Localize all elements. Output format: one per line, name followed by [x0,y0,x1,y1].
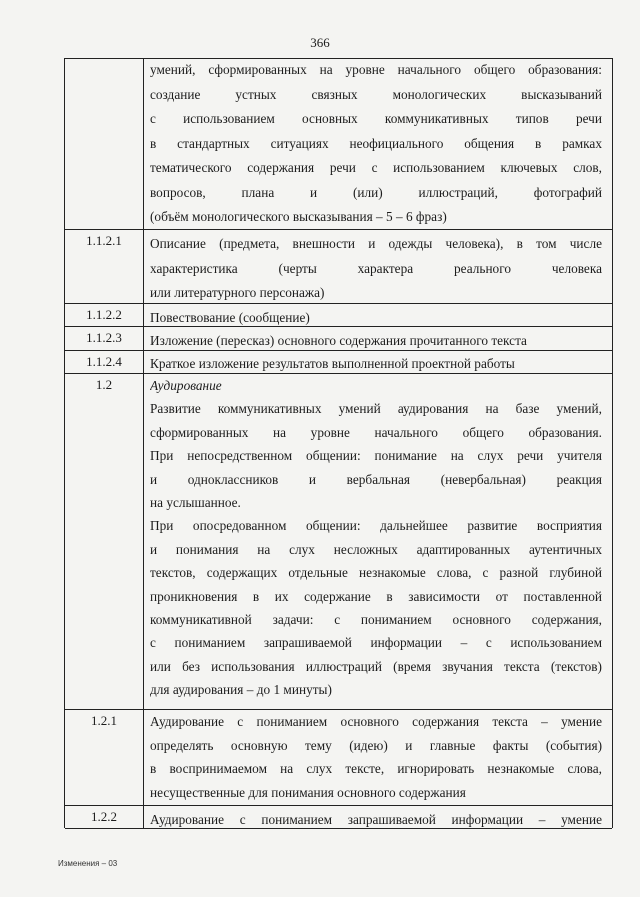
row-number: 1.2.2 [91,809,117,824]
text-line: проникновения в их содержание в зависимости от поставленной [150,588,602,604]
text-line: или без использования иллюстраций (время звучания текста (текстов) [150,658,602,674]
text-line: Повествование (сообщение) [150,310,310,325]
row-border [65,303,612,304]
section-heading: Аудирование [150,378,222,393]
text-line: Краткое изложение результатов выполненной проектной работы [150,356,515,371]
text-line: создание устных связных монологических высказываний [150,86,602,102]
text-line: Развитие коммуникативных умений аудирования на базе умений, [150,401,602,417]
text-line: Описание (предмета, внешности и одежды человека), в том числе [150,236,602,251]
text-line: характеристика (черты характера реального человека [150,260,602,276]
text-line: При опосредованном общении: дальнейшее развитие восприятия [150,518,602,534]
text-line: При непосредственном общении: понимание на слух речи учителя [150,448,602,464]
text-line: тематического содержания речи с использованием ключевых слов, [150,160,602,175]
text-line: с пониманием запрашиваемой информации – с использованием [150,635,602,651]
text-line: с использованием основных коммуникативных типов речи [150,111,602,126]
column-divider [143,58,144,828]
text-line: умений, сформированных на уровне начального общего образования: [150,62,602,77]
text-line: Аудирование с пониманием основного содержания текста – умение [150,714,602,729]
text-line: определять основную тему (идею) и главные факты (события) [150,737,602,753]
row-number: 1.1.2.2 [86,307,122,322]
text-line: в воспринимаемом на слух тексте, игнорировать незнакомые слова, [150,761,602,777]
row-number: 1.1.2.4 [86,354,122,369]
row-number: 1.1.2.1 [86,233,122,248]
text-line: несущественные для понимания основного содержания [150,784,466,800]
text-line: на услышанное. [150,495,241,510]
row-border [65,709,612,710]
row-border [65,58,612,59]
row-border [65,229,612,230]
page-number: 366 [310,35,330,50]
text-line: или литературного персонажа) [150,285,325,300]
text-line: для аудирования – до 1 минуты) [150,682,332,698]
content-table [64,58,613,828]
text-line: и понимания на слух несложных адаптированных аутентичных [150,541,602,557]
row-number: 1.2 [95,377,113,392]
text-line: Изложение (пересказ) основного содержания прочитанного текста [150,333,527,348]
row-number: 1.1.2.3 [86,330,122,345]
text-line: вопросов, плана и (или) иллюстраций, фотографий [150,184,602,200]
text-line: Аудирование с пониманием запрашиваемой информации – умение [150,812,602,827]
row-border [65,805,612,806]
row-number: 1.2.1 [91,713,117,728]
text-line: и одноклассников и вербальная (невербальная) реакция [150,471,602,487]
text-line: сформированных на уровне начального общего образования. [150,424,602,440]
text-line: текстов, содержащих отдельные незнакомые слова, с разной глубиной [150,565,602,581]
footer-revision: Изменения – 03 [58,859,118,868]
text-line: коммуникативной задачи: с пониманием основного содержания, [150,612,602,627]
text-line: (объём монологического высказывания – 5 – 6 фраз) [150,209,447,224]
text-line: в стандартных ситуациях неофициального общения в рамках [150,135,602,151]
